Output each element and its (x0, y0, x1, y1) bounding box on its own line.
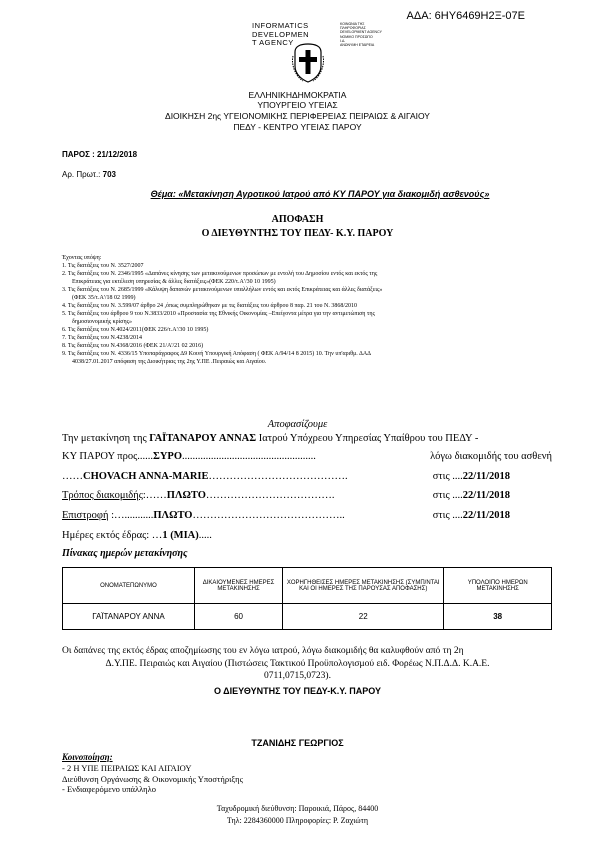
signature-title: Ο ΔΙΕΥΘΥΝΤΗΣ ΤΟΥ ΠΕΔΥ-Κ.Υ. ΠΑΡΟΥ (214, 686, 381, 696)
decision-line-6 (62, 530, 552, 541)
table-cell: 22 (283, 604, 444, 630)
table-header-cell: ΥΠΟΛΟΙΠΟ ΗΜΕΡΩΝ ΜΕΤΑΚΙΝΗΣΗΣ (444, 568, 552, 604)
ada-code: ΑΔΑ: 6ΗΥ6469Η2Ξ-07Ε (406, 10, 525, 22)
cc-label: Κοινοποίηση: (62, 752, 113, 762)
travel-days-table (62, 567, 552, 630)
cc-item: Διεύθυνση Οργάνωσης & Οικονομικής Υποστήριξης (62, 773, 243, 784)
transfer-mode: ΠΛΩΤΟ (166, 490, 206, 501)
logo-line: INFORMATICS (252, 21, 309, 30)
text-group (62, 471, 348, 482)
decision-line-4 (62, 490, 552, 501)
header-administration: ΔΙΟΙΚΗΣΗ 2ης ΥΓΕΙΟΝΟΜΙΚΗΣ ΠΕΡΙΦΕΡΕΙΑΣ ΠΕΙΡΑΙΩΣ & ΑΙΓΑΙΟΥ (165, 111, 430, 121)
text: Την μετακίνηση της (62, 433, 150, 444)
text: ΚΥ ΠΑΡΟΥ προς...... (62, 451, 153, 462)
protocol-line (62, 170, 116, 179)
patient-name: CHOVACH ANNA-MARIE (83, 471, 209, 482)
greek-coat-of-arms-icon (291, 42, 325, 84)
considering-item: 3. Τις διατάξεις του Ν. 2685/1999 «Κάλυψη δαπανών μετακινούμενων υπαλλήλων εντός και εκτός Επικράτειας και άλλες διατάξεις» (62, 287, 383, 293)
cc-item: - 2 Η ΥΠΕ ΠΕΙΡΑΙΩΣ ΚΑΙ ΑΙΓΑΙΟΥ (62, 763, 192, 773)
decision-title: ΑΠΟΦΑΣΗ (271, 214, 324, 225)
protocol-number: 703 (102, 170, 116, 179)
logo-small-line: ΑΝΩΝΥΜΗ ΕΤΑΙΡΕΙΑ (340, 43, 375, 48)
text-group (433, 490, 552, 501)
considering-item: 8. Τις διατάξεις του Ν.4368/2016 (ΦΕΚ 21/Α'/21 02 2016) (62, 343, 204, 349)
return-mode: ΠΛΩΤΟ (153, 510, 193, 521)
text: στις .... (432, 490, 463, 501)
considering-item: 2. Τις διατάξεις του Ν. 2346/1995 «Δαπάνες κίνησης των μετακινούμενων προσώπων με εντολή του Δημοσίου εντός και εκτός της (62, 271, 378, 277)
header-ministry: ΥΠΟΥΡΓΕΙΟ ΥΓΕΙΑΣ (257, 100, 338, 110)
logo-line: DEVELOPMEN (252, 29, 310, 39)
table-row (63, 604, 552, 630)
header-republic: ΕΛΛΗΝΙΚΗΔΗΜΟΚΡΑΤΙΑ (248, 90, 347, 100)
logo-line: T AGENCY (252, 38, 294, 47)
subject: Θέμα: «Μετακίνηση Αγροτικού Ιατρού από ΚΥ ΠΑΡΟΥ για διακομιδή ασθενούς» (150, 189, 490, 199)
text: …………………………………….. (192, 510, 345, 521)
header-health-center: ΠΕΔΥ - ΚΕΝΤΡΟ ΥΓΕΙΑΣ ΠΑΡΟΥ (233, 122, 362, 132)
text: :…… (142, 490, 167, 501)
decision-line-2 (62, 451, 552, 462)
text-group (62, 510, 345, 521)
table-title: Πίνακας ημερών μετακίνησης (62, 548, 188, 559)
logo-small-line: ΠΛΗΡΟΦΟΡΙΑΣ (340, 26, 366, 31)
considering-item: 5. Τις διατάξεις του άρθρου 9 του Ν.3833/2010 «Προστασία της Εθνικής Οικονομίας –Επείγοντα μέτρα για την αντιμετώπιση της (62, 311, 375, 317)
days-away: 1 (ΜΙΑ) (162, 530, 199, 541)
decision-line-3 (62, 471, 552, 482)
we-decide: Αποφασίζουμε (267, 419, 328, 430)
table-header-cell: ΟΝΟΜΑΤΕΠΩΝΥΜΟ (63, 568, 195, 604)
transfer-date: 22/11/2018 (462, 471, 510, 482)
table-cell: 60 (195, 604, 283, 630)
considering-intro: Έχοντας υπόψη: (62, 255, 102, 261)
signatory-name: ΤΖΑΝΙΔΗΣ ΓΕΩΡΓΙΟΣ (251, 738, 344, 748)
table-cell: 38 (444, 604, 552, 630)
text-group (62, 451, 316, 462)
table-cell: ΓΑΪΤΑΝΑΡΟΥ ΑΝΝΑ (63, 604, 195, 630)
considering-item: 4. Τις διατάξεις του Ν. 3.599/07 άρθρο 24 ,όπως συμπληρώθηκαν με τις διατάξεις του άρθρου 8 παρ. 21 του Ν. 3868/2010 (62, 303, 357, 309)
considering-list (62, 254, 542, 366)
text: λόγω διακομιδής του ασθενή (430, 451, 552, 462)
text: Ιατρού Υπόχρεου Υπηρεσίας Υπαίθρου του ΠΕΔΥ - (256, 433, 479, 444)
transfer-mode-label: Τρόπος διακομιδής (62, 490, 143, 501)
decision-line-5 (62, 510, 552, 521)
logo-small-line: DEVELOPMENT AGENCY (340, 30, 382, 35)
transfer-mode-date: 22/11/2018 (462, 490, 510, 501)
footer-phone: Τηλ: 2284360000 Πληροφορίες: Ρ. Ζαχιώτη (226, 816, 369, 825)
text: ................................................... (182, 451, 316, 462)
decision-line-1 (62, 433, 552, 444)
expenses-line-3: 0711,0715,0723). (264, 671, 331, 681)
table-header-cell: ΔΙΚΑΙΟΥΜΕΝΕΣ ΗΜΕΡΕΣ ΜΕΤΑΚΙΝΗΣΗΣ (195, 568, 283, 604)
logo-small-line: Ι.Δ. (340, 38, 346, 43)
considering-item: 9. Τις διατάξεις του Ν. 4336/15 Υποπαράγραφος Δ9 Κοινή Υπουργική Απόφαση ( ΦΕΚ Α/94/14 8 2015) 10. Την υπ'αριθμ. ΔΑΔ (62, 351, 372, 357)
text: …………………………………. (208, 471, 348, 482)
text: :…........... (108, 510, 154, 521)
text-group (433, 471, 552, 482)
text: ………………………………. (205, 490, 335, 501)
expenses-line-2: Δ.Υ.ΠΕ. Πειραιώς και Αιγαίου (Πιστώσεις Τακτικού Προϋπολογισμού ειδ. Φορέως Ν.Π.Δ.Δ. Κ.Α.Ε. (105, 659, 490, 669)
text: στις .... (432, 471, 463, 482)
return-date: 22/11/2018 (462, 510, 510, 521)
return-label: Επιστροφή (62, 510, 109, 521)
text: …… (62, 471, 83, 482)
cc-item: - Ενδιαφερόμενο υπάλληλο (62, 784, 156, 794)
text: Ημέρες εκτός έδρας: … (62, 530, 163, 541)
considering-item: 6. Τις διατάξεις του Ν.4024/2011(ΦΕΚ 226/τ.Α'/30 10 1995) (62, 327, 209, 333)
agency-logo-small-text (340, 22, 382, 47)
expenses-line-1: Οι δαπάνες της εκτός έδρας αποζημίωσης του εν λόγω ιατρού, λόγω διακομιδής θα καλυφθούν από τη 2η (62, 646, 464, 656)
considering-item: 7. Τις διατάξεις του Ν.4238/2014 (62, 335, 143, 341)
considering-item: 4038/27.01.2017 απόφαση της Διοικήτριας της 2ης Υ.ΠΕ .Πειραιώς και Αιγαίου. (72, 359, 267, 365)
considering-item: 1. Τις διατάξεις του Ν. 3527/2007 (62, 263, 144, 269)
text-group (433, 510, 552, 521)
cc-list (62, 763, 243, 795)
table-header-cell: ΧΟΡΗΓΗΘΕΙΣΕΣ ΗΜΕΡΕΣ ΜΕΤΑΚΙΝΗΣΗΣ (ΣΥΜΠ/ΝΤΑΙ ΚΑΙ ΟΙ ΗΜΕΡΕΣ ΤΗΣ ΠΑΡΟΥΣΑΣ ΑΠΟΦΑΣΗΣ) (283, 568, 444, 604)
table-header-row (63, 568, 552, 604)
decision-subtitle: Ο ΔΙΕΥΘΥΝΤΗΣ ΤΟΥ ΠΕΔΥ- Κ.Υ. ΠΑΡΟΥ (201, 228, 394, 239)
logo-small-line: ΝΟΜΙΚΟ ΠΡΟΣΩΠΟ (340, 34, 373, 39)
footer-address: Ταχυδρομική διεύθυνση: Παροικιά, Πάρος, 84400 (216, 804, 379, 813)
text-group (62, 490, 335, 501)
place-date: ΠΑΡΟΣ : 21/12/2018 (62, 150, 138, 159)
text: στις .... (432, 510, 463, 521)
destination: ΣΥΡΟ (152, 451, 183, 462)
doctor-name: ΓΑΪΤΑΝΑΡΟΥ ΑΝΝΑΣ (149, 433, 257, 444)
considering-item: Επικράτειας για εκτέλεση υπηρεσίας & άλλες διατάξεις»(ΦΕΚ 220/τ.Α'/30 10 1995) (72, 279, 276, 285)
text: ..... (198, 530, 212, 541)
considering-item: (ΦΕΚ 35/τ.Α'/18 02 1999) (72, 295, 136, 301)
protocol-label: Αρ. Πρωτ.: (62, 170, 103, 179)
considering-item: δημοσιονομικής κρίσης» (72, 319, 132, 325)
logo-small-line: ΚΟΙΝΩΝΙΑ ΤΗΣ (340, 22, 365, 26)
